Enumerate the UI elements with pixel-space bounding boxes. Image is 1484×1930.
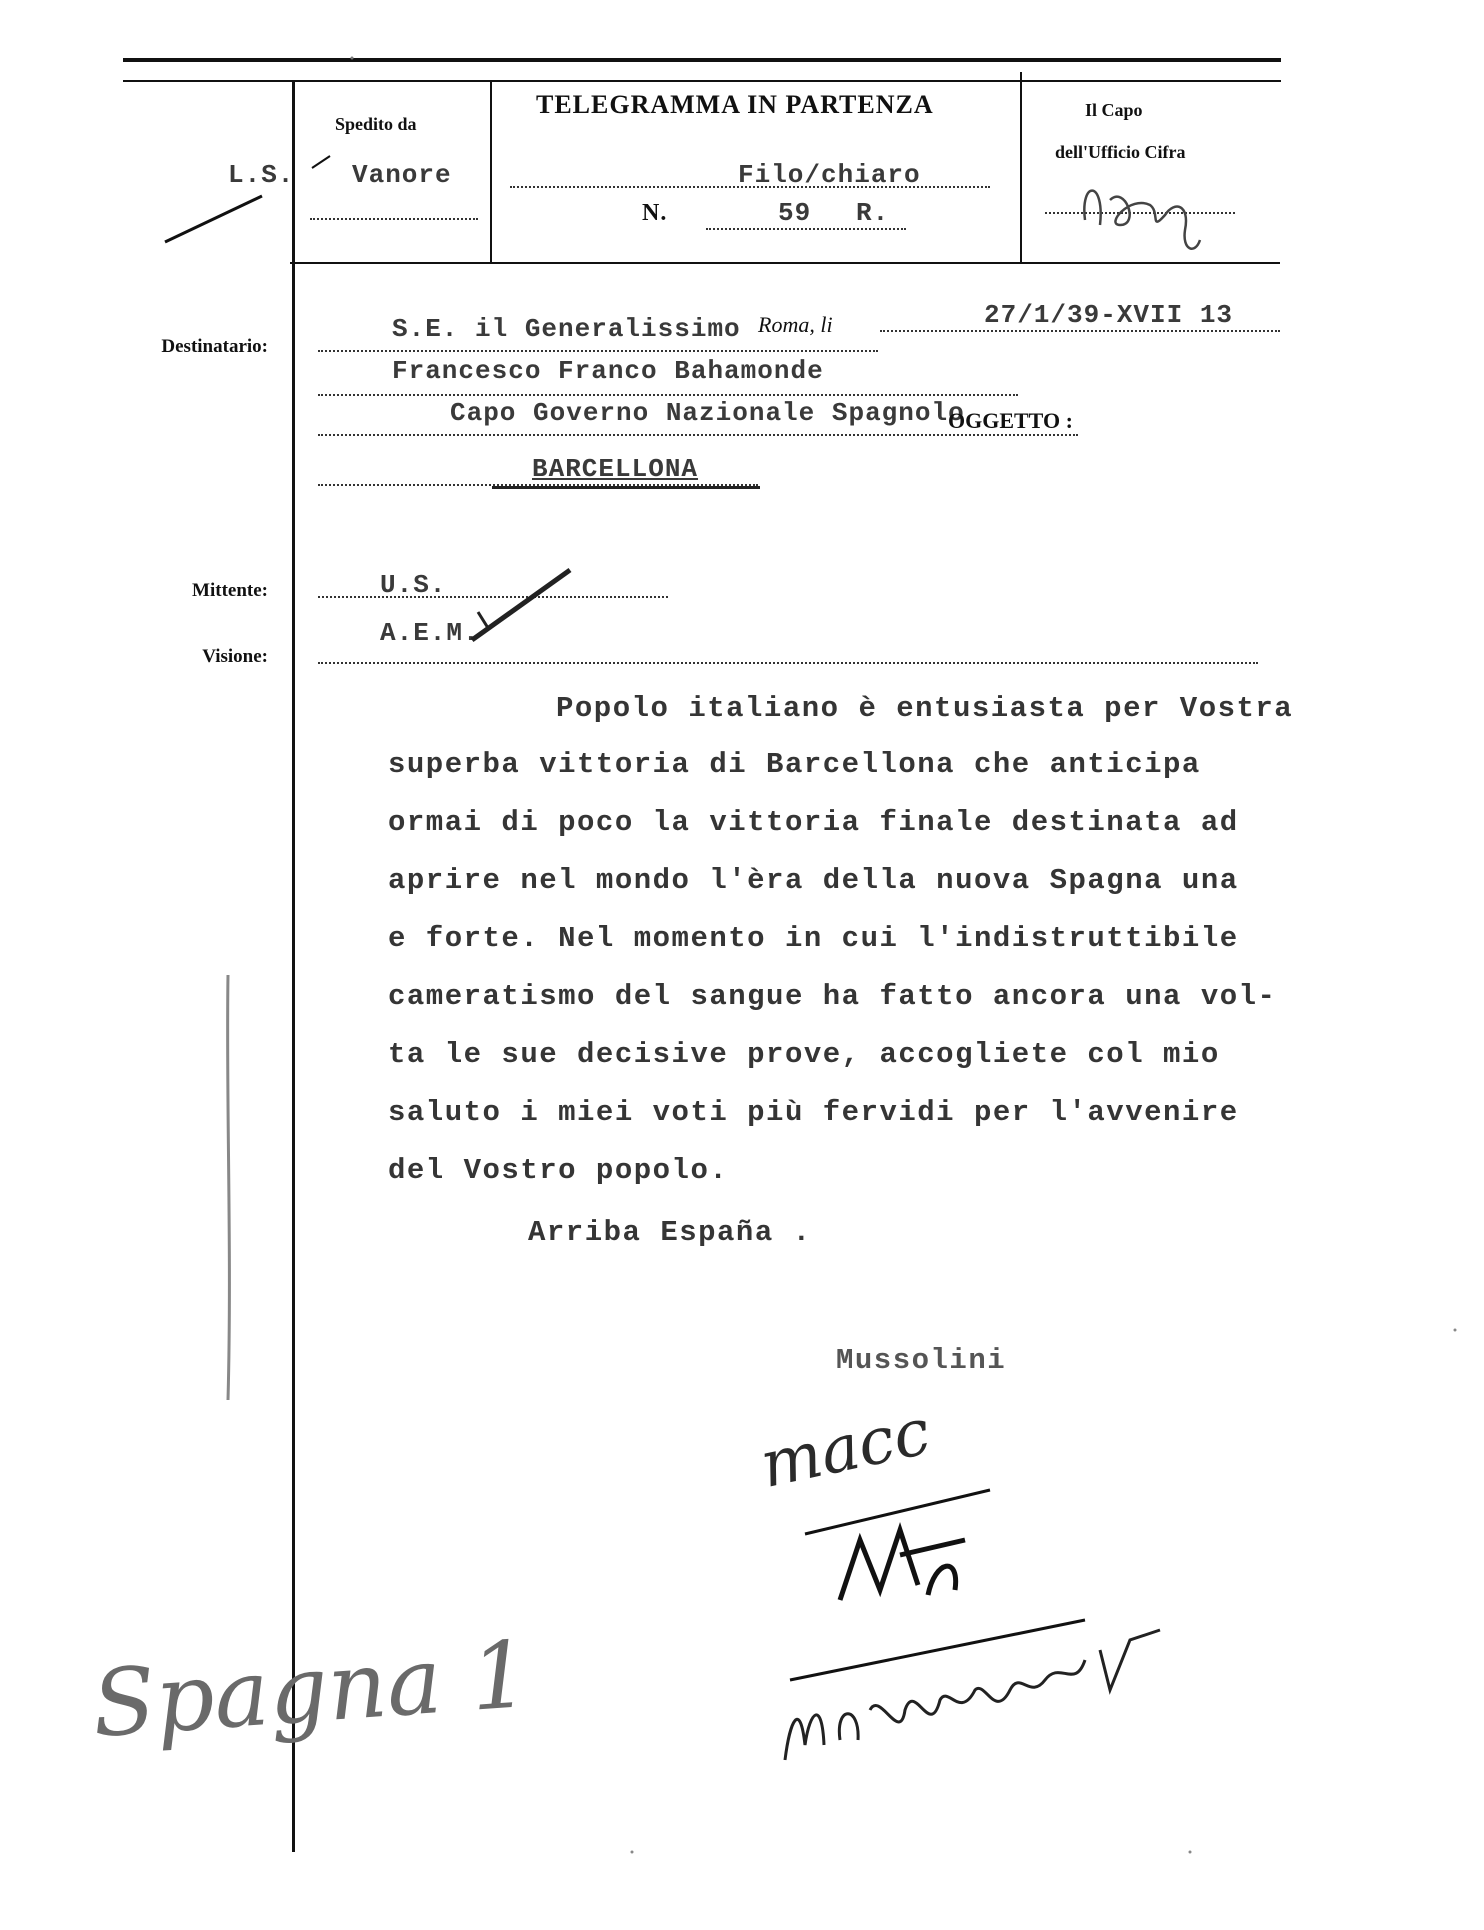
signature-typed: Mussolini	[836, 1344, 1007, 1377]
mittente-line-1: U.S.	[380, 570, 447, 600]
recipient-line-2: Francesco Franco Bahamonde	[392, 356, 824, 386]
transmission-dotline	[510, 186, 990, 188]
capo-dotline	[1045, 212, 1235, 214]
number-dotline	[706, 228, 906, 230]
message-line-5: e forte. Nel momento in cui l'indistruttibile	[388, 922, 1239, 955]
ufficio-cifra-label: dell'Ufficio Cifra	[1055, 142, 1186, 162]
header-divider-2	[1020, 72, 1022, 262]
destinatario-label: Destinatario:	[161, 336, 268, 357]
message-line-6: cameratismo del sangue ha fatto ancora una vol-	[388, 980, 1277, 1013]
message-line-3: ormai di poco la vittoria finale destinata ad	[388, 806, 1239, 839]
telegram-number: 59	[778, 198, 812, 228]
recipient-city: BARCELLONA	[532, 454, 699, 484]
message-line-2: superba vittoria di Barcellona che anticipa	[388, 748, 1201, 781]
recipient-line-3: Capo Governo Nazionale Spagnolo	[450, 398, 965, 428]
top-rule	[123, 58, 1281, 62]
sender-name: Vanore	[352, 160, 452, 190]
handwritten-spagna-1: Spagna 1	[88, 1620, 533, 1759]
top-rule-thin	[123, 80, 1281, 82]
sender-code: L.S.	[228, 160, 295, 190]
message-line-1: Popolo italiano è entusiasta per Vostra	[556, 692, 1294, 725]
number-suffix: R.	[856, 198, 890, 228]
mittente-line-2: A.E.M.	[380, 618, 480, 648]
closing-line: Arriba España .	[528, 1216, 812, 1249]
oggetto-label: OGGETTO :	[948, 408, 1073, 433]
message-line-9: del Vostro popolo.	[388, 1154, 729, 1187]
left-margin-rule	[292, 82, 295, 1852]
number-label: N.	[642, 200, 668, 226]
recipient-dotline-2	[318, 394, 1018, 396]
header-bottom-rule	[290, 262, 1280, 264]
message-line-4: aprire nel mondo l'èra della nuova Spagna una	[388, 864, 1239, 897]
visione-dotline	[318, 662, 1258, 664]
spedito-da-label: Spedito da	[335, 114, 417, 134]
mittente-dotline	[318, 596, 668, 598]
date-dotline	[880, 330, 1280, 332]
recipient-dotline-4	[318, 484, 758, 486]
recipient-line-1: S.E. il Generalissimo	[392, 314, 741, 344]
recipient-dotline-3	[318, 434, 1078, 436]
sender-dotline	[310, 218, 478, 220]
city-underline	[492, 486, 760, 489]
capo-label: Il Capo	[1085, 100, 1143, 120]
mittente-label: Mittente:	[192, 580, 268, 601]
message-line-7: ta le sue decisive prove, accogliete col mio	[388, 1038, 1220, 1071]
message-line-8: saluto i miei voti più fervidi per l'avvenire	[388, 1096, 1239, 1129]
header-divider-1	[490, 82, 492, 262]
handwritten-macc: macc	[754, 1395, 937, 1503]
roma-li-label: Roma, li	[758, 312, 833, 337]
transmission-method: Filo/chiaro	[738, 160, 921, 190]
visione-label: Visione:	[202, 646, 268, 667]
telegram-title: TELEGRAMMA IN PARTENZA	[536, 90, 934, 119]
recipient-dotline-1	[318, 350, 878, 352]
telegram-date: 27/1/39-XVII 13	[984, 300, 1234, 330]
